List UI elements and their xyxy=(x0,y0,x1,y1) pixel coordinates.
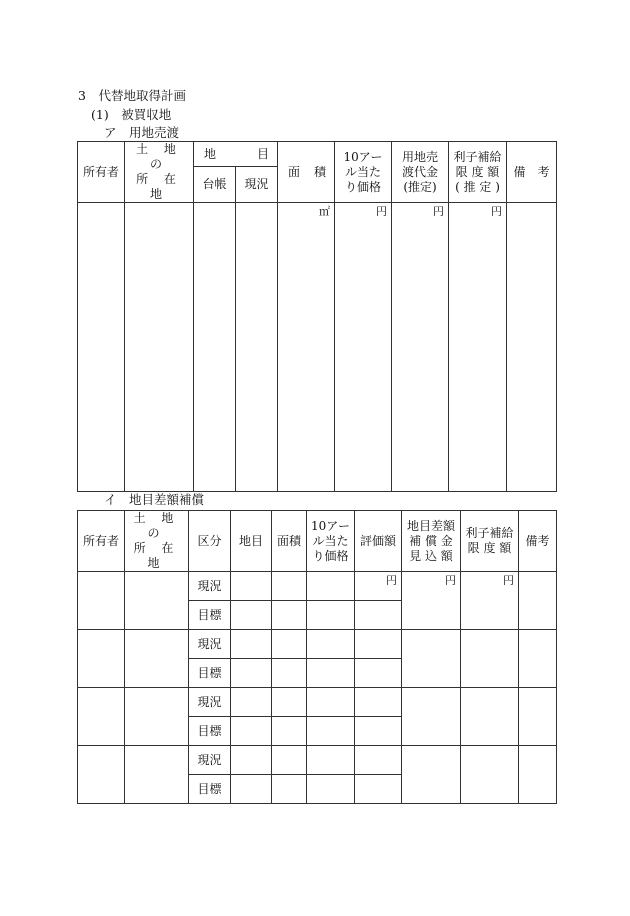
cell-price xyxy=(307,688,355,717)
header-area xyxy=(278,142,335,203)
cell-appraisal xyxy=(355,659,402,688)
table-row xyxy=(78,572,557,601)
cell-price xyxy=(307,659,355,688)
cell-owner xyxy=(78,572,125,630)
cell-area xyxy=(272,659,307,688)
table-a-body-row xyxy=(78,203,557,492)
header-current: 現況 xyxy=(236,167,278,203)
unit-price: 円 xyxy=(335,203,392,492)
cell-remarks xyxy=(519,630,557,688)
cell-location xyxy=(125,203,194,492)
header-owner: 所有者 xyxy=(78,511,125,572)
header-remarks: 備考 xyxy=(519,511,557,572)
cell-price xyxy=(307,601,355,630)
header-location: 土 地 の 所 在 地 xyxy=(125,142,194,203)
unit-subsidy: 円 xyxy=(449,203,507,492)
header-owner: 所有者 xyxy=(78,142,125,203)
cell-land-category xyxy=(231,572,272,601)
subsection-title: (1) 被買収地 xyxy=(91,107,172,122)
unit-compensation: 円 xyxy=(402,572,461,630)
cell-compensation xyxy=(402,688,461,746)
cell-price xyxy=(307,572,355,601)
table-row xyxy=(78,746,557,775)
cell-land-category xyxy=(231,775,272,804)
cell-land-category xyxy=(231,630,272,659)
cell-subsidy xyxy=(461,630,519,688)
header-land-category xyxy=(194,142,278,167)
cell-remarks xyxy=(519,688,557,746)
table-row xyxy=(78,630,557,659)
area-char-1: 面 xyxy=(288,164,301,179)
cell-price xyxy=(307,717,355,746)
row-label: 現況 xyxy=(189,746,231,775)
cell-location xyxy=(125,746,189,804)
section-title: 3 代替地取得計画 xyxy=(78,88,186,103)
header-register: 台帳 xyxy=(194,167,236,203)
row-label: 目標 xyxy=(189,601,231,630)
cell-area xyxy=(272,630,307,659)
cell-price xyxy=(307,775,355,804)
cell-land-category xyxy=(231,688,272,717)
row-label: 現況 xyxy=(189,688,231,717)
table-a-heading: ア 用地売渡 xyxy=(104,125,180,140)
cell-appraisal xyxy=(355,717,402,746)
cell-area xyxy=(272,775,307,804)
land-sale-table xyxy=(77,141,557,492)
unit-area: ㎡ xyxy=(278,203,335,492)
cell-register xyxy=(194,203,236,492)
cell-owner xyxy=(78,746,125,804)
unit-appraisal: 円 xyxy=(355,572,402,601)
cell-area xyxy=(272,717,307,746)
header-remarks: 備 考 xyxy=(507,142,557,203)
header-location: 土 地 の 所 在 地 xyxy=(125,511,189,572)
cell-remarks xyxy=(519,572,557,630)
header-price-per-10a: 10アー ル当た り価格 xyxy=(307,511,355,572)
cell-appraisal xyxy=(355,688,402,717)
row-label: 目標 xyxy=(189,717,231,746)
row-label: 現況 xyxy=(189,572,231,601)
cell-location xyxy=(125,630,189,688)
cell-area xyxy=(272,572,307,601)
header-interest-subsidy: 利子補給 限 度 額 ( 推 定 ) xyxy=(449,142,507,203)
cell-price xyxy=(307,746,355,775)
cell-current xyxy=(236,203,278,492)
header-interest-subsidy: 利子補給 限 度 額 xyxy=(461,511,519,572)
cell-location xyxy=(125,688,189,746)
header-sale-price: 用地売 渡代金 (推定) xyxy=(392,142,449,203)
cell-compensation xyxy=(402,630,461,688)
unit-subsidy: 円 xyxy=(461,572,519,630)
cell-subsidy xyxy=(461,746,519,804)
cell-remarks xyxy=(507,203,557,492)
row-label: 現況 xyxy=(189,630,231,659)
cell-land-category xyxy=(231,601,272,630)
cell-area xyxy=(272,746,307,775)
cell-price xyxy=(307,630,355,659)
cell-owner xyxy=(78,630,125,688)
header-price-per-10a: 10アー ル当た り価格 xyxy=(335,142,392,203)
area-char-2: 積 xyxy=(313,164,326,179)
cell-land-category xyxy=(231,717,272,746)
header-appraisal: 評価額 xyxy=(355,511,402,572)
cell-appraisal xyxy=(355,746,402,775)
cell-location xyxy=(125,572,189,630)
cell-area xyxy=(272,601,307,630)
cell-remarks xyxy=(519,746,557,804)
cell-appraisal xyxy=(355,601,402,630)
cell-appraisal xyxy=(355,775,402,804)
cell-compensation xyxy=(402,746,461,804)
header-division: 区分 xyxy=(189,511,231,572)
cell-appraisal xyxy=(355,630,402,659)
header-area: 面積 xyxy=(272,511,307,572)
cell-area xyxy=(272,688,307,717)
row-label: 目標 xyxy=(189,775,231,804)
table-b-heading: イ 地目差額補償 xyxy=(104,492,205,507)
cell-subsidy xyxy=(461,688,519,746)
cell-owner xyxy=(78,203,125,492)
cell-land-category xyxy=(231,659,272,688)
row-label: 目標 xyxy=(189,659,231,688)
land-category-char-1: 地 xyxy=(204,146,217,161)
land-category-char-2: 目 xyxy=(256,146,269,161)
land-category-compensation-table xyxy=(77,510,557,804)
header-land-category: 地目 xyxy=(231,511,272,572)
cell-land-category xyxy=(231,746,272,775)
header-compensation: 地目差額 補 償 金 見 込 額 xyxy=(402,511,461,572)
table-row xyxy=(78,688,557,717)
unit-sale: 円 xyxy=(392,203,449,492)
cell-owner xyxy=(78,688,125,746)
